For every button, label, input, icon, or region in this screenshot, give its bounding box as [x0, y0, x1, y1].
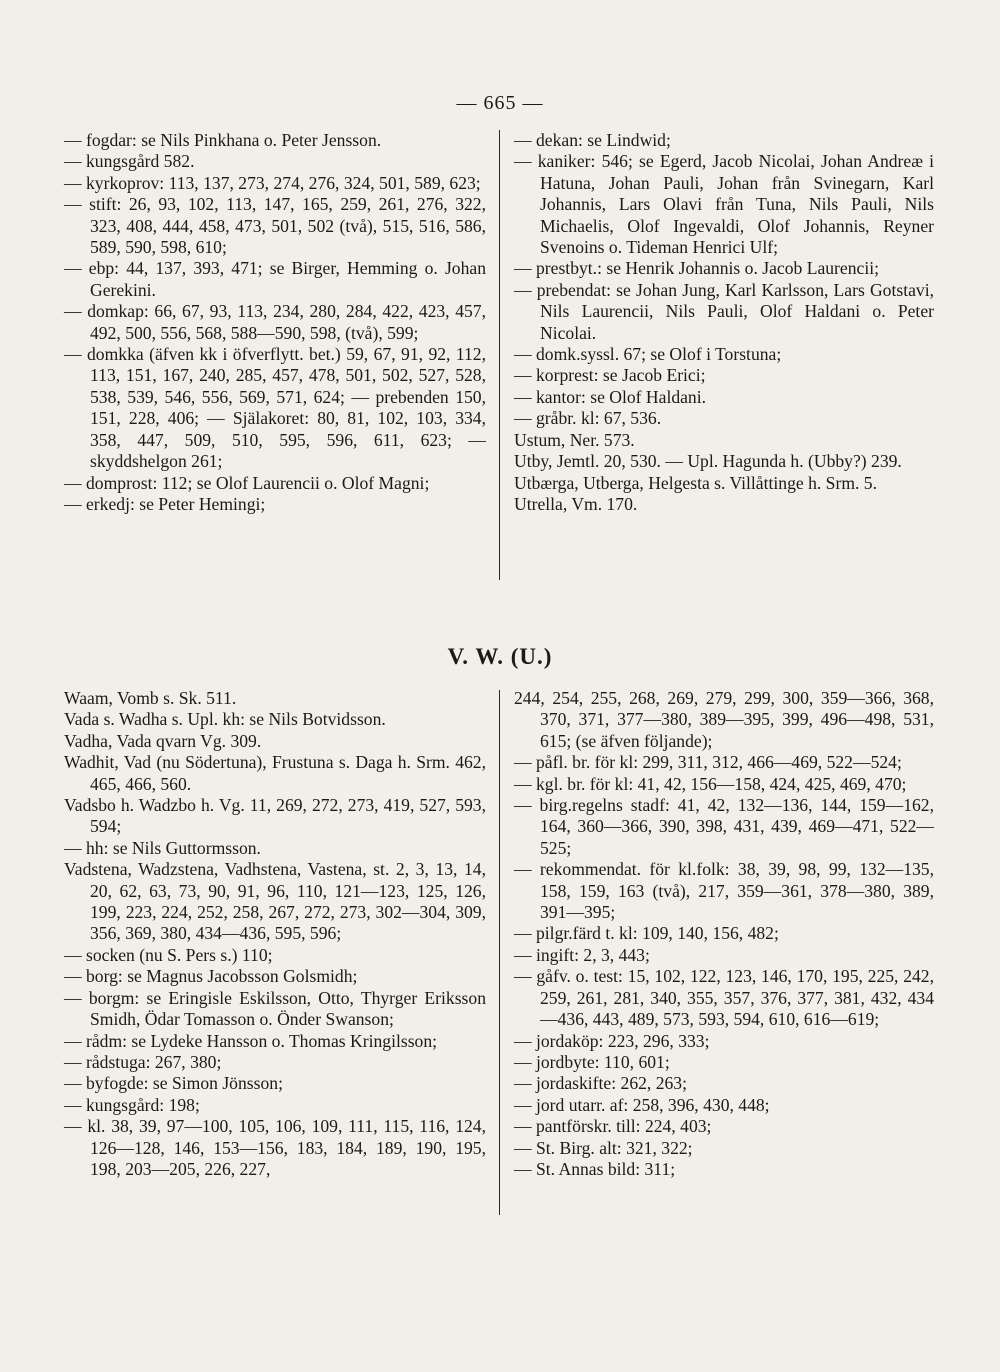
index-entry: — kgl. br. för kl: 41, 42, 156—158, 424, 425, 469, 470;	[514, 773, 907, 794]
index-entry: Wadhit, Vad (nu Södertuna), Frustuna s. Daga h. Srm. 462, 465, 466, 560.	[64, 752, 486, 794]
index-entry: — rekommendat. för kl.folk: 38, 39, 98, 99, 132—135, 158, 159, 163 (två), 217, 359—361, 378—380, 389, 391—395;	[514, 859, 934, 923]
index-entry: — kaniker: 546; se Egerd, Jacob Nicolai, Johan Andreæ i Hatuna, Johan Pauli, Johan från Svinegarn, Karl Johannis, Lars Olavi från Tuna, Nils Pauli, Nils Michaelis, Olof Ingevaldi, Olof Johannis, Reyner Svenoins o. Tideman Henrici Ulf;	[514, 151, 934, 258]
index-entry: — ingift: 2, 3, 443;	[514, 944, 650, 965]
index-entry: — jord utarr. af: 258, 396, 430, 448;	[514, 1094, 770, 1115]
index-entry: Utrella, Vm. 170.	[514, 493, 638, 514]
index-entry: — gråbr. kl: 67, 536.	[514, 408, 662, 429]
index-entry: — kungsgård: 198;	[64, 1094, 200, 1115]
index-entry: — dekan: se Lindwid;	[514, 130, 671, 150]
index-entry: — borg: se Magnus Jacobsson Golsmidh;	[64, 966, 358, 987]
index-entry: — kyrkoprov: 113, 137, 273, 274, 276, 324, 501, 589, 623;	[64, 172, 481, 193]
index-entry: Vada s. Wadha s. Upl. kh: se Nils Botvidsson.	[64, 709, 386, 730]
index-entry: Utbærga, Utberga, Helgesta s. Villåttinge h. Srm. 5.	[514, 472, 877, 493]
index-entry: — påfl. br. för kl: 299, 311, 312, 466—469, 522—524;	[514, 752, 902, 773]
index-column-bottom-right	[514, 688, 934, 1180]
index-column-bottom-left	[64, 688, 486, 1180]
index-entry: — ebp: 44, 137, 393, 471; se Birger, Hemming o. Johan Gerekini.	[64, 258, 486, 300]
index-entry: Vadha, Vada qvarn Vg. 309.	[64, 730, 262, 751]
index-entry: — prebendat: se Johan Jung, Karl Karlsson, Lars Gotstavi, Nils Laurencii, Nils Pauli, Olof Haldani o. Peter Nicolai.	[514, 279, 934, 343]
column-divider-top	[499, 130, 500, 580]
index-entry: — hh: se Nils Guttormsson.	[64, 837, 261, 858]
section-heading: V. W. (U.)	[447, 644, 553, 669]
index-entry: — fogdar: se Nils Pinkhana o. Peter Jensson.	[64, 130, 382, 150]
index-entry: Vadsbo h. Wadzbo h. Vg. 11, 269, 272, 273, 419, 527, 593, 594;	[64, 795, 486, 837]
index-entry: — domk.syssl. 67; se Olof i Torstuna;	[514, 344, 782, 365]
index-entry: — kungsgård 582.	[64, 151, 195, 172]
index-entry: — gåfv. o. test: 15, 102, 122, 123, 146, 170, 195, 225, 242, 259, 261, 281, 340, 355, 357, 376, 377, 381, 432, 434—436, 443, 489, 573, 593, 594, 610, 616—619;	[514, 966, 934, 1030]
index-entry: — byfogde: se Simon Jönsson;	[64, 1073, 283, 1094]
index-entry: — domprost: 112; se Olof Laurencii o. Olof Magni;	[64, 472, 430, 493]
index-entry: — jordaskifte: 262, 263;	[514, 1073, 687, 1094]
index-entry: — stift: 26, 93, 102, 113, 147, 165, 259, 261, 276, 322, 323, 408, 444, 458, 473, 501, 502 (två), 515, 516, 586, 589, 590, 598, 610;	[64, 194, 486, 258]
index-entry: — pantförskr. till: 224, 403;	[514, 1116, 712, 1137]
page-number: — 665 —	[456, 92, 544, 114]
index-entry: — socken (nu S. Pers s.) 110;	[64, 944, 273, 965]
index-entry: Utby, Jemtl. 20, 530. — Upl. Hagunda h. (Ubby?) 239.	[514, 451, 902, 472]
index-entry: Waam, Vomb s. Sk. 511.	[64, 688, 237, 708]
index-entry: — domkka (äfven kk i öfverflytt. bet.) 59, 67, 91, 92, 112, 113, 151, 167, 240, 285, 457, 478, 501, 502, 527, 528, 538, 539, 546, 556, 569, 571, 624; — prebenden 150, 151, 228, 406; — Själakoret: 80, 81, 102, 103, 334, 358, 447, 509, 510, 595, 596, 611, 623; — skyddshelgon 261;	[64, 344, 486, 472]
index-column-top-left	[64, 130, 486, 515]
index-entry: — jordaköp: 223, 296, 333;	[514, 1030, 710, 1051]
index-entry: — pilgr.färd t. kl: 109, 140, 156, 482;	[514, 923, 779, 944]
index-entry: — birg.regelns stadf: 41, 42, 132—136, 144, 159—162, 164, 360—366, 390, 398, 431, 439, 469—471, 522—525;	[514, 795, 934, 858]
index-entry: — rådm: se Lydeke Hansson o. Thomas Kringilsson;	[64, 1030, 438, 1051]
index-entry: — korprest: se Jacob Erici;	[514, 365, 706, 386]
index-entry: — St. Annas bild: 311;	[514, 1158, 676, 1179]
index-entry: — rådstuga: 267, 380;	[64, 1051, 222, 1072]
index-entry: — kantor: se Olof Haldani.	[514, 386, 707, 407]
index-entry: — domkap: 66, 67, 93, 113, 234, 280, 284, 422, 423, 457, 492, 500, 556, 568, 588—590, 598, (två), 599;	[64, 301, 486, 343]
index-entry: Ustum, Ner. 573.	[514, 429, 635, 450]
index-entry: — borgm: se Eringisle Eskilsson, Otto, Thyrger Eriksson Smidh, Ödar Tomasson o. Önder Swanson;	[64, 987, 486, 1030]
index-entry: Vadstena, Wadzstena, Vadhstena, Vastena, st. 2, 3, 13, 14, 20, 62, 63, 73, 90, 91, 96, 110, 121—123, 125, 126, 199, 223, 224, 252, 258, 267, 272, 273, 302—304, 309, 356, 369, 380, 434—436, 595, 596;	[64, 859, 486, 944]
index-entry: — jordbyte: 110, 601;	[514, 1051, 670, 1072]
column-divider-bottom	[499, 690, 500, 1215]
index-entry: 244, 254, 255, 268, 269, 279, 299, 300, 359—366, 368, 370, 371, 377—380, 389—395, 399, 496—498, 531, 615; (se äfven följande);	[514, 688, 934, 751]
index-entry: — prestbyt.: se Henrik Johannis o. Jacob Laurencii;	[514, 258, 879, 279]
index-entry: — kl. 38, 39, 97—100, 105, 106, 109, 111, 115, 116, 124, 126—128, 146, 153—156, 183, 184, 189, 190, 195, 198, 203—205, 226, 227,	[64, 1116, 486, 1179]
index-entry: — erkedj: se Peter Hemingi;	[64, 493, 266, 514]
index-column-top-right	[514, 130, 934, 515]
index-entry: — St. Birg. alt: 321, 322;	[514, 1137, 693, 1158]
